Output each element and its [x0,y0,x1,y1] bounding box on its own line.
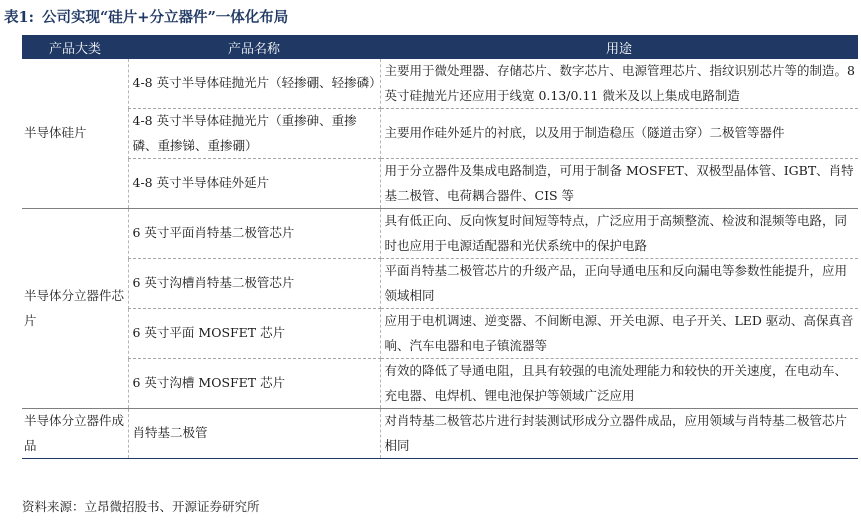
product-table [22,35,858,459]
usage-cell: 平面肖特基二极管芯片的升级产品，正向导通电压和反向漏电等参数性能提升，应用领域相同 [380,259,858,309]
table-title-text: 公司实现“硅片+分立器件”一体化布局 [41,9,289,26]
table-row [22,409,858,459]
header-usage: 用途 [380,35,858,59]
product-name-cell: 4-8 英寸半导体硅外延片 [128,159,380,209]
table-title [4,6,288,30]
usage-cell: 应用于电机调速、逆变器、不间断电源、开关电源、电子开关、LED 驱动、高保真音响、汽车电器和电子镇流器等 [380,309,858,359]
product-name-cell: 4-8 英寸半导体硅抛光片（重掺砷、重掺磷、重掺锑、重掺硼） [128,109,380,159]
usage-cell: 用于分立器件及集成电路制造，可用于制备 MOSFET、双极型晶体管、IGBT、肖特基二极管、电荷耦合器件、CIS 等 [380,159,858,209]
product-name-cell: 肖特基二极管 [128,409,380,459]
usage-cell: 具有低正向、反向恢复时间短等特点，广泛应用于高频整流、检波和混频等电路，同时也应用于电源适配器和光伏系统中的保护电路 [380,209,858,259]
product-name-cell: 6 英寸平面肖特基二极管芯片 [128,209,380,259]
usage-cell: 对肖特基二极管芯片进行封装测试形成分立器件成品，应用领域与肖特基二极管芯片相同 [380,409,858,459]
table-row [22,59,858,109]
source-note: 资料来源：立昂微招股书、开源证券研究所 [22,499,260,514]
table-row [22,259,858,309]
product-name-cell: 6 英寸沟槽 MOSFET 芯片 [128,359,380,409]
table-row [22,359,858,409]
table-number: 表1: [4,9,34,26]
table-row [22,209,858,259]
table-header-row [22,35,858,59]
table-row [22,309,858,359]
product-name-cell: 4-8 英寸半导体硅抛光片（轻掺硼、轻掺磷） [128,59,380,109]
usage-cell: 主要用于微处理器、存储芯片、数字芯片、电源管理芯片、指纹识别芯片等的制造。8 英寸硅抛光片还应用于线宽 0.13/0.11 微米及以上集成电路制造 [380,59,858,109]
usage-cell: 有效的降低了导通电阻，且具有较强的电流处理能力和较快的开关速度，在电动车、充电器、电焊机、锂电池保护等领域广泛应用 [380,359,858,409]
category-cell: 半导体硅片 [22,59,128,209]
table-row [22,109,858,159]
header-category: 产品大类 [22,35,128,59]
product-name-cell: 6 英寸沟槽肖特基二极管芯片 [128,259,380,309]
category-cell: 半导体分立器件成品 [22,409,128,459]
header-product-name: 产品名称 [128,35,380,59]
product-name-cell: 6 英寸平面 MOSFET 芯片 [128,309,380,359]
category-cell: 半导体分立器件芯片 [22,209,128,409]
table-row [22,159,858,209]
usage-cell: 主要用作硅外延片的衬底，以及用于制造稳压（隧道击穿）二极管等器件 [380,109,858,159]
